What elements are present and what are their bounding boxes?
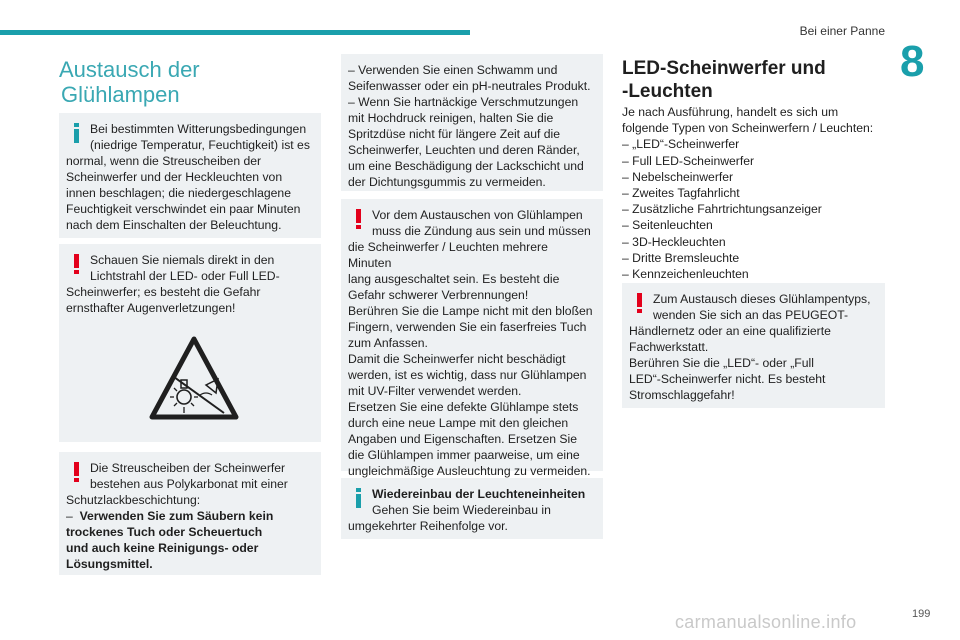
warning-box-polycarbonate: Die Streuscheiben der Scheinwerfer bestehen aus Polykarbonat mit einer Schutzlackbeschichtung: – Verwenden Sie zum Säubern kein trockenes Tuch oder Scheuertuch und auch keine Reinigungs- oder Lösungsmittel. [59,452,321,575]
chapter-number: 8 [900,37,925,86]
list-item: – Zusätzliche Fahrtrichtungsanzeiger [622,202,822,217]
warning-icon [356,209,361,229]
page-title-line-2: Glühlampen [61,82,180,107]
warning-box-led-service: Zum Austausch dieses Glühlampentyps, wenden Sie sich an das PEUGEOT- Händlernetz oder an eine qualifizierte Fachwerkstatt. Berühren Sie die „LED“- oder „Full LED“-Scheinwerfer nicht. Es besteht Stromschlaggefahr! [622,283,885,408]
list-item: – Nebelscheinwerfer [622,169,734,184]
page-number: 199 [912,608,931,620]
section-title: Bei einer Panne [799,24,885,38]
list-item: – 3D-Heckleuchten [622,234,726,249]
cleaning-instructions-box: – Verwenden Sie einen Schwamm und Seifenwasser oder ein pH-neutrales Produkt. – Wenn Sie hartnäckige Verschmutzungen mit Hochdruck reinigen, halten Sie die Spritzdüse nicht für längere Zeit auf die Scheinwerfer, Leuchten und deren Ränder, um eine Beschädigung der Lackschicht und der Dichtungsgummis zu vermeiden. [341,54,603,191]
list-item: – Kennzeichenleuchten [622,267,749,282]
page-title [59,57,200,107]
warning-icon [637,293,642,313]
list-item: – Seitenleuchten [622,218,713,233]
page-title-line-1: Austausch der [59,57,200,82]
warning-icon [74,254,79,274]
list-item: – Zweites Tagfahrlicht [622,186,740,201]
info-icon [356,488,361,508]
list-item: – „LED“-Scheinwerfer [622,137,740,152]
no-look-at-light-icon [146,333,242,423]
warning-icon [74,462,79,482]
watermark: carmanualsonline.info [675,612,857,632]
warning-box-led-eyes: Schauen Sie niemals direkt in den Lichtstrahl der LED- oder Full LED- Scheinwerfer; es besteht die Gefahr ernsthafter Augenverletzungen! [59,244,321,442]
list-item: – Full LED-Scheinwerfer [622,153,755,168]
list-item: – Dritte Bremsleuchte [622,250,740,265]
info-box-condensation: Bei bestimmten Witterungsbedingungen (niedrige Temperatur, Feuchtigkeit) ist es normal, wenn die Streuscheiben der Scheinwerfer und der Heckleuchten von innen beschlagen; die niedergeschlagene Feuchtigkeit verschwindet ein paar Minuten nach dem Einschalten der Beleuchtung. [59,113,321,238]
led-types-list: Je nach Ausführung, handelt es sich um folgende Typen von Scheinwerfern / Leuchten: – „LED“-Scheinwerfer – Full LED-Scheinwerfer – Nebelscheinwerfer – Zweites Tagfahrlicht – Zusätzliche Fahrtrichtungsanzeiger – Seitenleuchten – 3D-Heckleuchten – Dritte Bremsleuchte – Kennzeichenleuchten [622,104,892,282]
header-accent-bar [0,30,470,35]
info-box-reassembly: Wiedereinbau der Leuchteneinheiten Gehen Sie beim Wiedereinbau in umgekehrter Reihenfolge vor. [341,478,603,539]
warning-box-bulb-replacement: Vor dem Austauschen von Glühlampen muss die Zündung aus sein und müssen die Scheinwerfer / Leuchten mehrere Minuten lang ausgeschaltet sein. Es besteht die Gefahr schwerer Verbrennungen! Berühren Sie die Lampe nicht mit den bloßen Fingern, verwenden Sie ein faserfreies Tuch zum Anfassen. Damit die Scheinwerfer nicht beschädigt werden, ist es wichtig, dass nur Glühlampen mit UV-Filter verwendet werden. Ersetzen Sie eine defekte Glühlampe stets durch eine neue Lampe mit den gleichen Angaben und Eigenschaften. Ersetzen Sie die Glühlampen immer paarweise, um eine ungleichmäßige Ausleuchtung zu vermeiden. [341,199,603,471]
section-heading: LED-Scheinwerfer und -Leuchten [622,58,826,102]
info-icon [74,123,79,143]
